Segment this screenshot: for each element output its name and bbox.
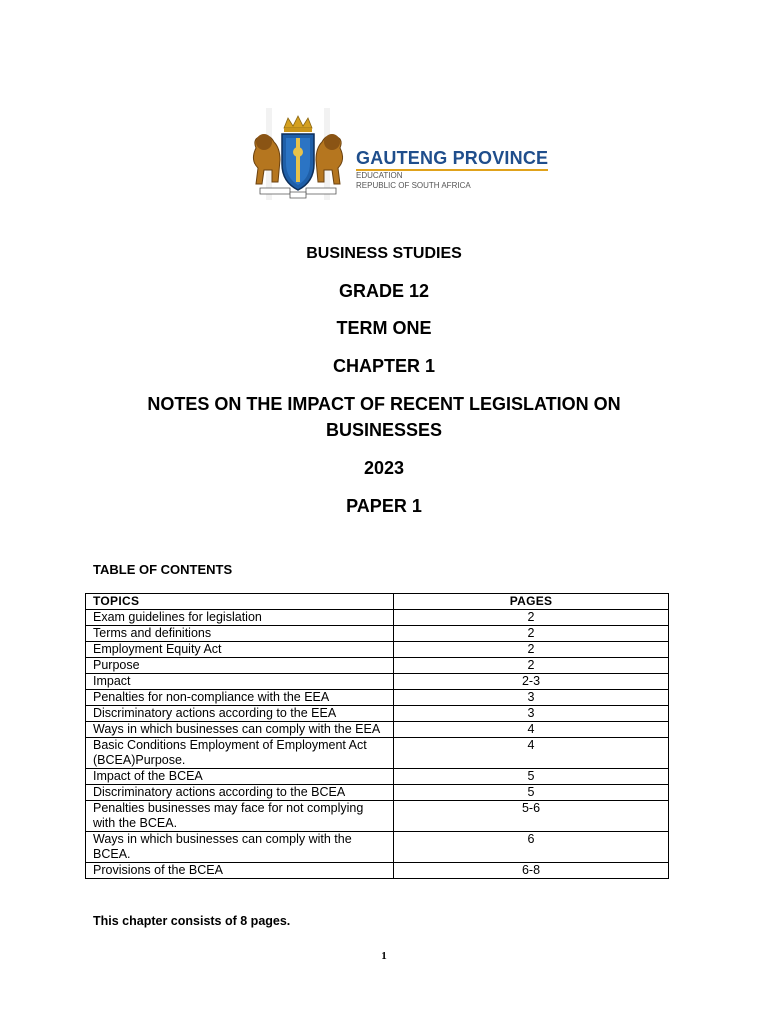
table-row: [86, 642, 669, 658]
toc-pages: 2-3: [394, 674, 669, 690]
table-row: [86, 706, 669, 722]
toc-topic: Exam guidelines for legislation: [86, 610, 394, 626]
chapter-page-count-note: This chapter consists of 8 pages.: [93, 914, 291, 928]
topic-heading-line2: BUSINESSES: [325, 420, 443, 440]
table-row: [86, 785, 669, 801]
coat-of-arms-emblem: [246, 108, 350, 200]
toc-header-pages: PAGES: [394, 594, 669, 610]
toc-title: TABLE OF CONTENTS: [93, 562, 233, 577]
toc-pages: 2: [394, 642, 669, 658]
toc-header-topics: TOPICS: [86, 594, 394, 610]
table-row: [86, 658, 669, 674]
table-row: [86, 769, 669, 785]
table-row: [86, 722, 669, 738]
toc-pages: 4: [394, 738, 669, 769]
paper-heading: PAPER 1: [346, 496, 422, 516]
toc-topic: Penalties businesses may face for not complying with the BCEA.: [86, 801, 394, 832]
toc-topic: Terms and definitions: [86, 626, 394, 642]
logo-subtitle-education: EDUCATION: [356, 171, 403, 180]
page-number: 1: [381, 950, 387, 962]
toc-topic: Purpose: [86, 658, 394, 674]
toc-topic: Penalties for non-compliance with the EEA: [86, 690, 394, 706]
table-row: [86, 832, 669, 863]
toc-topic: Discriminatory actions according to the BCEA: [86, 785, 394, 801]
toc-topic: Impact of the BCEA: [86, 769, 394, 785]
toc-topic: Discriminatory actions according to the EEA: [86, 706, 394, 722]
toc-pages: 2: [394, 626, 669, 642]
toc-topic: Employment Equity Act: [86, 642, 394, 658]
logo-title: GAUTENG PROVINCE: [356, 148, 548, 171]
table-row: [86, 610, 669, 626]
toc-table: [85, 593, 669, 879]
toc-pages: 5-6: [394, 801, 669, 832]
toc-pages: 4: [394, 722, 669, 738]
table-row: [86, 674, 669, 690]
subject-heading: BUSINESS STUDIES: [306, 245, 462, 262]
toc-pages: 3: [394, 690, 669, 706]
toc-pages: 5: [394, 785, 669, 801]
grade-heading: GRADE 12: [338, 281, 430, 301]
toc-topic: Impact: [86, 674, 394, 690]
term-heading: TERM ONE: [336, 318, 432, 338]
table-row: [86, 863, 669, 879]
year-heading: 2023: [363, 458, 405, 478]
table-row: [86, 690, 669, 706]
logo-text-block: [356, 148, 548, 191]
toc-pages: 5: [394, 769, 669, 785]
toc-pages: 2: [394, 658, 669, 674]
table-row: [86, 626, 669, 642]
toc-topic: Basic Conditions Employment of Employment Act (BCEA)Purpose.: [86, 738, 394, 769]
toc-pages: 2: [394, 610, 669, 626]
toc-pages: 6-8: [394, 863, 669, 879]
toc-topic: Provisions of the BCEA: [86, 863, 394, 879]
toc-pages: 6: [394, 832, 669, 863]
toc-header-row: [86, 594, 669, 610]
table-row: [86, 801, 669, 832]
toc-topic: Ways in which businesses can comply with the BCEA.: [86, 832, 394, 863]
logo-subtitle-country: REPUBLIC OF SOUTH AFRICA: [356, 181, 471, 190]
chapter-heading: CHAPTER 1: [332, 356, 435, 376]
toc-topic: Ways in which businesses can comply with the EEA: [86, 722, 394, 738]
gauteng-logo: [246, 108, 549, 200]
table-row: [86, 738, 669, 769]
topic-heading-line1: NOTES ON THE IMPACT OF RECENT LEGISLATION ON: [147, 394, 621, 414]
toc-pages: 3: [394, 706, 669, 722]
